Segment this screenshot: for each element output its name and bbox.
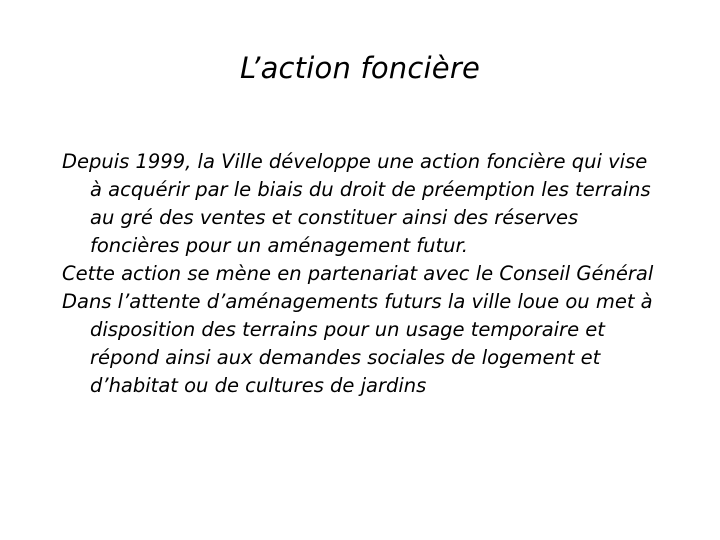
slide-title: L’action foncière	[240, 51, 480, 85]
slide-body	[62, 148, 662, 400]
paragraph-land-action: Depuis 1999, la Ville développe une action foncière qui vise à acquérir par le biais du droit de préemption les terrains au gré des ventes et constituer ainsi des réserves foncières pour un aménagement futur.	[62, 150, 651, 257]
paragraph-partnership: Cette action se mène en partenariat avec le Conseil Général	[62, 262, 654, 285]
paragraph-temporary-use: Dans l’attente d’aménagements futurs la ville loue ou met à disposition des terrains pour un usage temporaire et répond ainsi aux demandes sociales de logement et d’habitat ou de cultures de jardins	[62, 290, 653, 397]
